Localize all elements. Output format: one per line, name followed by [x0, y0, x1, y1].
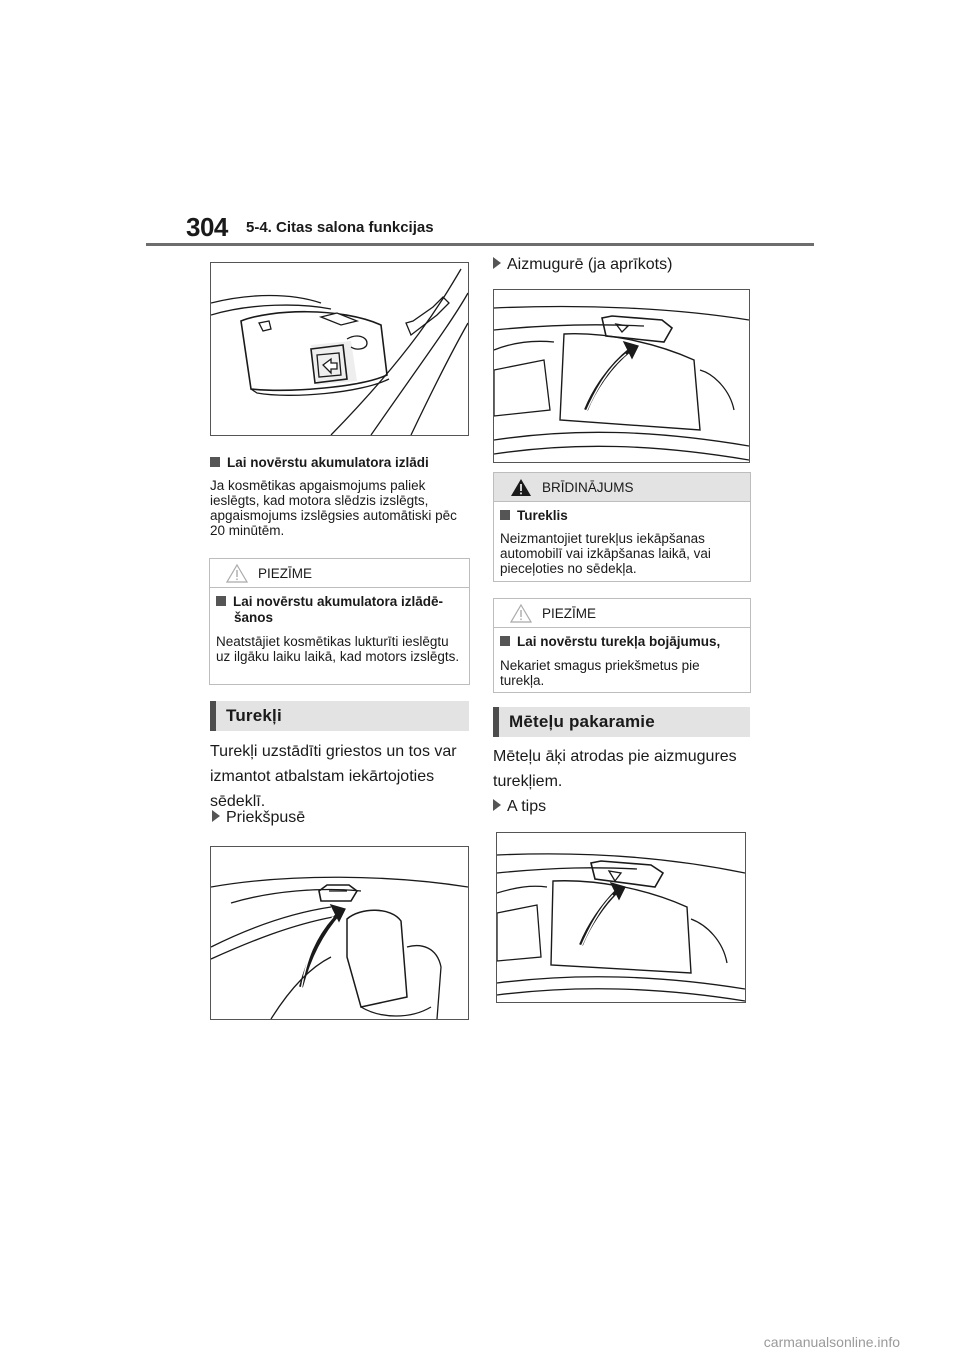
bullet-front: Priekšpusē [212, 809, 305, 827]
note-heading: Lai novērstu turekļa bojājumus, [500, 634, 744, 650]
warning-text: Neizmantojiet turekļus iekāpšanas automobilī vai izkāpšanas laikā, vai pieceļoties no sēdekļa. [500, 531, 711, 576]
note-text: Neatstājiet kosmētikas lukturīti ieslēgtu uz ilgāku laiku laikā, kad motors izslēgts. [216, 634, 460, 664]
note-text: Nekariet smagus priekšmetus pie turekļa. [500, 658, 700, 688]
square-bullet-icon [210, 457, 220, 467]
header-divider [146, 243, 814, 246]
note-heading: Lai novērstu akumulatora izlādē-šanos [216, 594, 463, 626]
square-bullet-icon [500, 510, 510, 520]
square-bullet-icon [500, 636, 510, 646]
bullet-type-a: A tips [493, 798, 546, 816]
triangle-bullet-icon [493, 257, 501, 269]
caution-icon [510, 604, 532, 623]
rear-handle-illustration [493, 289, 750, 463]
coat-hook-illustration [496, 832, 746, 1003]
bullet-rear: Aizmugurē (ja aprīkots) [493, 256, 672, 274]
coat-hooks-intro: Mēteļu āķi atrodas pie aizmugures turekļiem. [493, 748, 737, 790]
section-heading-grab-handles: Turekļi [210, 701, 469, 731]
vanity-light-illustration [210, 262, 469, 436]
warning-heading: Tureklis [500, 508, 744, 524]
page-number: 304 [186, 212, 228, 242]
note-box-battery [209, 558, 470, 685]
note-label: PIEZĪME [542, 605, 597, 621]
warning-box-grab-handle [493, 472, 751, 582]
square-bullet-icon [216, 596, 226, 606]
warning-header [494, 473, 750, 502]
triangle-bullet-icon [212, 810, 220, 822]
triangle-bullet-icon [493, 799, 501, 811]
warning-icon [510, 478, 532, 497]
battery-heading: Lai novērstu akumulatora izlādi [210, 455, 429, 471]
grab-handles-intro: Turekļi uzstādīti griestos un tos var izmantot atbalstam iekārtojoties sēdeklī. [210, 743, 457, 810]
note-header [210, 559, 469, 588]
caution-icon [226, 564, 248, 583]
section-heading-coat-hooks: Mēteļu pakaramie [493, 707, 750, 737]
footer-watermark: carmanualsonline.info [763, 1334, 900, 1350]
note-box-handle-damage [493, 598, 751, 693]
battery-text: Ja kosmētikas apgaismojums paliek ieslēgts, kad motora slēdzis izslēgts, apgaismojums izslēgsies automātiski pēc 20 minūtēm. [210, 478, 457, 538]
warning-label: BRĪDINĀJUMS [542, 479, 634, 495]
section-title: 5-4. Citas salona funkcijas [246, 219, 434, 236]
note-header [494, 599, 750, 628]
front-handle-illustration [210, 846, 469, 1020]
note-label: PIEZĪME [258, 565, 313, 581]
